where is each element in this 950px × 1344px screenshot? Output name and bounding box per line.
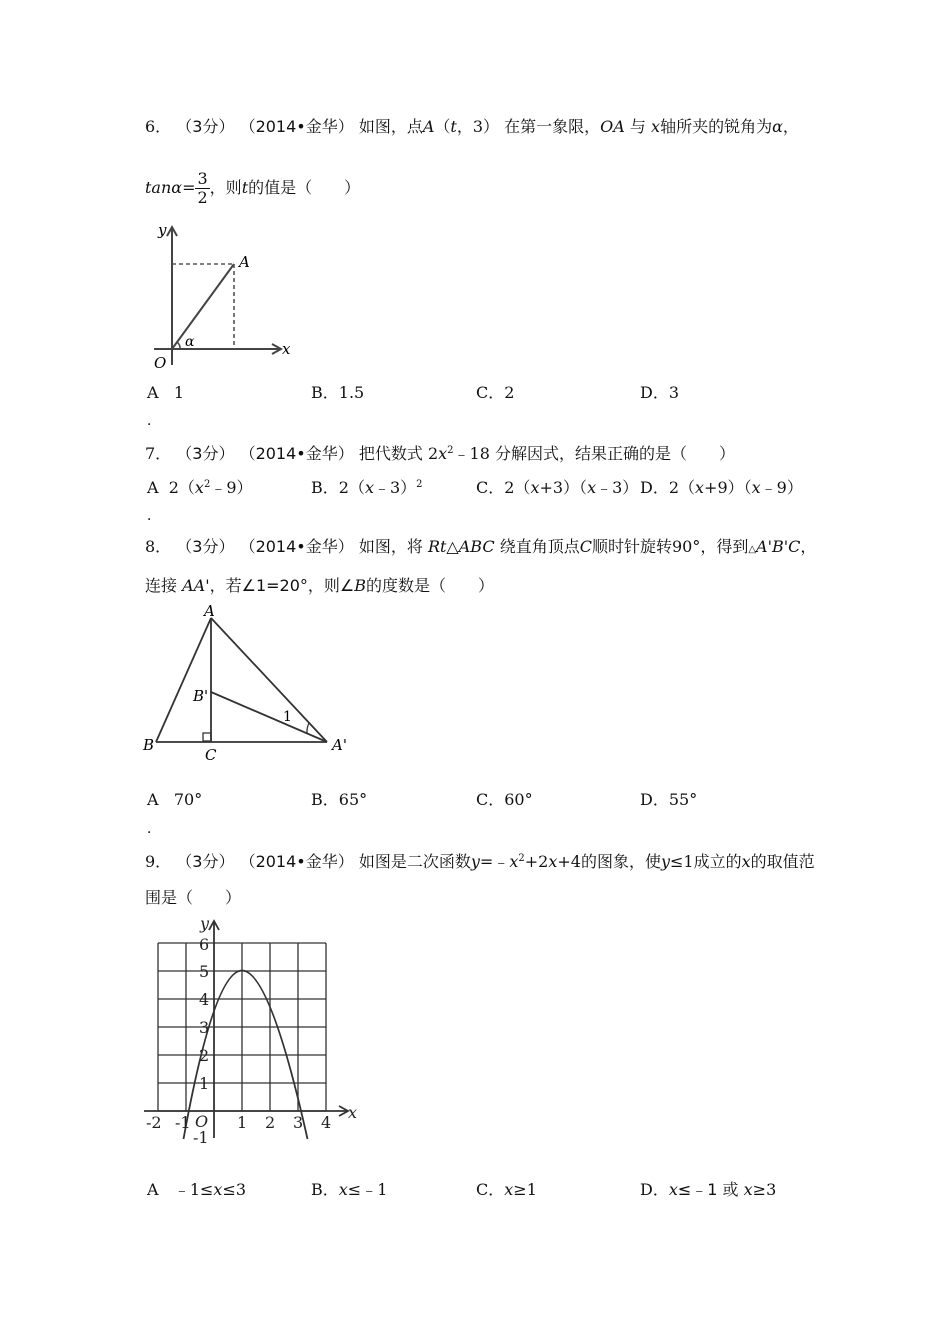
q8-dot: ． bbox=[147, 821, 161, 837]
q6-alpha: α bbox=[772, 117, 783, 136]
q6-point-label: A bbox=[239, 253, 250, 271]
q6-origin-label: O bbox=[154, 354, 167, 372]
q8-label-a: A bbox=[204, 602, 215, 620]
q7-option-d-x1: x bbox=[695, 478, 705, 497]
q9-option-b[interactable] bbox=[311, 1179, 387, 1201]
q6-frac-den: 2 bbox=[197, 188, 208, 207]
q8-label-angle-1: 1 bbox=[283, 709, 292, 725]
q9-y-tick-neg1: -1 bbox=[193, 1128, 209, 1147]
q8-side-aa-prime bbox=[211, 618, 327, 742]
q8-source: （2014•金华） bbox=[239, 537, 354, 556]
q7-option-a-pre: 2（ bbox=[168, 478, 195, 497]
q6-x: x bbox=[651, 117, 661, 136]
q8-option-d[interactable]: D．55° bbox=[640, 790, 698, 809]
q9-rest: +2 bbox=[524, 852, 549, 871]
q8-tri: △ bbox=[446, 537, 459, 556]
q9-x-tick-neg1: -1 bbox=[175, 1113, 191, 1132]
q7-expr-x: x bbox=[438, 444, 448, 463]
q8-c: C bbox=[579, 537, 592, 556]
q8-text-c: 顺时针旋转 bbox=[591, 537, 672, 556]
q8-text-f: ，若∠1=20°，则∠ bbox=[209, 576, 355, 595]
q6-option-a[interactable] bbox=[147, 382, 184, 404]
q9-option-c-post: ≥1 bbox=[513, 1180, 537, 1199]
q9-text-c: 成立的 bbox=[693, 852, 742, 871]
q9-x-tick-2: 2 bbox=[265, 1113, 276, 1132]
q7-expr-2: 2 bbox=[427, 444, 439, 463]
q6-coords-rest: ，3） bbox=[456, 117, 500, 136]
q6-text-b: 在第一象限， bbox=[504, 117, 601, 136]
q6-option-a-value: 1 bbox=[173, 383, 185, 402]
q8-deg: 90° bbox=[671, 537, 701, 556]
q9-y-tick-6: 6 bbox=[199, 935, 210, 954]
q6-text-c: 与 bbox=[629, 117, 646, 136]
q7-stem bbox=[145, 443, 735, 465]
q6-coords-t: t bbox=[450, 117, 457, 136]
q7-option-c-post: ﹣3） bbox=[596, 478, 639, 497]
q7-source: （2014•金华） bbox=[239, 444, 354, 463]
q7-option-b-x: x bbox=[364, 478, 374, 497]
q9-y-tick-2: 2 bbox=[199, 1046, 210, 1065]
q9-x2: x bbox=[548, 852, 558, 871]
q9-figure bbox=[140, 913, 370, 1158]
q8-text-d: ，得到 bbox=[700, 537, 749, 556]
q9-stem-line1 bbox=[145, 851, 815, 873]
q9-option-d-post: ≥3 bbox=[752, 1180, 777, 1199]
q9-option-c-pre: C． bbox=[476, 1180, 505, 1199]
q6-segment-oa bbox=[172, 264, 234, 349]
q8-side-ab bbox=[156, 618, 211, 742]
q8-option-a-value: 70° bbox=[173, 790, 203, 809]
q8-abc-prime: A'B'C bbox=[756, 537, 801, 556]
q7-expr-exp: 2 bbox=[447, 445, 454, 456]
q9-option-b-x: x bbox=[338, 1180, 348, 1199]
q6-option-b[interactable]: B．1.5 bbox=[311, 383, 365, 402]
q9-option-c[interactable] bbox=[476, 1179, 537, 1201]
q8-comma: ， bbox=[800, 537, 817, 556]
q8-abc: ABC bbox=[458, 537, 495, 556]
q6-source: （2014•金华） bbox=[239, 117, 354, 136]
q6-option-c[interactable]: C．2 bbox=[476, 383, 515, 402]
q6-dot: ． bbox=[147, 413, 161, 429]
q7-option-c-x2: x bbox=[587, 478, 597, 497]
q7-option-c[interactable] bbox=[476, 477, 638, 499]
q9-x-tick-neg2: -2 bbox=[146, 1113, 162, 1132]
q6-comma: ， bbox=[782, 117, 799, 136]
q9-y-tick-1: 1 bbox=[199, 1074, 210, 1093]
q8-option-b[interactable]: B．65° bbox=[311, 790, 368, 809]
q9-x: x bbox=[509, 852, 519, 871]
q9-y2: y bbox=[660, 852, 670, 871]
q9-x-tick-4: 4 bbox=[321, 1113, 332, 1132]
q6-t: t bbox=[241, 178, 249, 197]
q6-oa: OA bbox=[600, 117, 625, 136]
q9-option-b-post: ≤﹣1 bbox=[347, 1180, 388, 1199]
q8-score: （3分） bbox=[176, 537, 235, 556]
q7-option-c-pre: C．2（ bbox=[476, 478, 531, 497]
q8-angle-1-arc bbox=[307, 723, 309, 733]
q7-option-a-post: ﹣9） bbox=[210, 478, 253, 497]
q9-y: y bbox=[470, 852, 480, 871]
q9-text-a: 如图是二次函数 bbox=[358, 852, 471, 871]
q9-text-b: 的图象，使 bbox=[580, 852, 661, 871]
q9-x-tick-1: 1 bbox=[237, 1113, 248, 1132]
q9-y-tick-3: 3 bbox=[199, 1018, 210, 1037]
q9-plus4: +4 bbox=[557, 852, 581, 871]
q9-text-d: 的取值范 bbox=[750, 852, 815, 871]
q8-label-c: C bbox=[205, 746, 217, 764]
q8-option-a[interactable] bbox=[147, 789, 202, 811]
q7-number: 7． bbox=[145, 444, 172, 463]
q6-frac-num: 3 bbox=[197, 169, 208, 188]
q6-point: A bbox=[422, 117, 435, 136]
q7-option-b-post: ﹣3） bbox=[373, 478, 417, 497]
q8-b: B bbox=[354, 576, 367, 595]
q7-option-d-mid: +9）（ bbox=[704, 478, 752, 497]
q7-option-a[interactable] bbox=[147, 477, 253, 499]
q8-text-a: 如图，将 bbox=[358, 537, 423, 556]
q9-option-d[interactable] bbox=[640, 1179, 776, 1201]
q6-number: 6． bbox=[145, 117, 172, 136]
q6-coords-open: （ bbox=[434, 117, 451, 136]
q9-stem-line2: 围是（ ） bbox=[145, 888, 242, 907]
q6-text-e: ，则 bbox=[209, 178, 242, 197]
q9-option-a-post: ≤3 bbox=[222, 1180, 247, 1199]
q6-text-f: 的值是（ ） bbox=[248, 178, 361, 197]
q9-eq: =﹣ bbox=[479, 852, 510, 871]
q9-x3: x bbox=[741, 852, 751, 871]
q9-y-tick-5: 5 bbox=[199, 962, 210, 981]
q8-side-b-prime-a-prime bbox=[211, 692, 327, 742]
q8-figure bbox=[135, 600, 365, 770]
q8-aa: AA' bbox=[182, 576, 210, 595]
q6-stem-line2 bbox=[145, 168, 360, 208]
q6-tan: tanα= bbox=[145, 178, 196, 197]
q9-number: 9． bbox=[145, 852, 172, 871]
q9-option-a[interactable] bbox=[147, 1179, 246, 1201]
q7-score: （3分） bbox=[176, 444, 235, 463]
q6-angle-label: α bbox=[185, 334, 195, 350]
q7-option-d-x2: x bbox=[751, 478, 761, 497]
q8-right-angle-mark bbox=[203, 733, 211, 741]
q6-angle-arc bbox=[177, 342, 180, 349]
q7-option-d[interactable] bbox=[640, 477, 803, 499]
q9-y-label: y bbox=[200, 914, 210, 933]
q9-option-d-mid: ≤﹣1 或 bbox=[677, 1180, 744, 1199]
q7-option-a-x: x bbox=[194, 478, 204, 497]
q7-option-b[interactable] bbox=[311, 477, 423, 499]
q9-x-label: x bbox=[348, 1103, 358, 1122]
q6-option-d[interactable]: D．3 bbox=[640, 383, 680, 402]
q8-number: 8． bbox=[145, 537, 172, 556]
q7-option-a-exp: 2 bbox=[203, 479, 211, 490]
q9-x-tick-3: 3 bbox=[293, 1113, 304, 1132]
q7-option-d-post: ﹣9） bbox=[760, 478, 803, 497]
q7-dot: ． bbox=[147, 508, 161, 524]
q7-text-b: 分解因式，结果正确的是（ ） bbox=[495, 444, 736, 463]
q7-option-d-pre: D．2（ bbox=[640, 478, 696, 497]
q8-text-e: 连接 bbox=[145, 576, 178, 595]
q8-text-b: 绕直角顶点 bbox=[499, 537, 580, 556]
q7-option-c-x1: x bbox=[530, 478, 540, 497]
q7-text-a: 把代数式 bbox=[358, 444, 423, 463]
q9-option-a-pre: ﹣1≤ bbox=[173, 1180, 214, 1199]
q8-stem-line2 bbox=[145, 575, 494, 597]
q9-option-c-x: x bbox=[504, 1180, 514, 1199]
q7-expr-rest: ﹣18 bbox=[453, 444, 490, 463]
q9-exp: 2 bbox=[518, 853, 525, 864]
q9-option-d-pre: D． bbox=[640, 1180, 669, 1199]
q9-y-tick-4: 4 bbox=[199, 990, 210, 1009]
q9-option-d-x2: x bbox=[743, 1180, 753, 1199]
q8-option-c[interactable]: C．60° bbox=[476, 790, 533, 809]
q6-fraction bbox=[195, 170, 209, 207]
q8-stem-line1 bbox=[145, 536, 816, 561]
q8-option-a-letter: A bbox=[147, 790, 159, 809]
q7-option-b-exp: 2 bbox=[416, 479, 423, 490]
q6-option-a-letter: A bbox=[147, 383, 159, 402]
q8-rt: Rt bbox=[427, 537, 447, 556]
q8-label-a-prime: A' bbox=[332, 736, 347, 754]
q9-option-d-x1: x bbox=[668, 1180, 678, 1199]
q7-option-a-letter: A bbox=[147, 478, 159, 497]
q6-stem-line1 bbox=[145, 116, 799, 138]
q8-tri-small: △ bbox=[748, 544, 757, 555]
q6-text-d: 轴所夹的锐角为 bbox=[660, 117, 773, 136]
q8-text-g: 的度数是（ ） bbox=[366, 576, 495, 595]
q9-option-a-x: x bbox=[213, 1180, 223, 1199]
q9-option-a-letter: A bbox=[147, 1180, 159, 1199]
q6-y-label: y bbox=[158, 221, 167, 239]
q6-figure bbox=[140, 215, 310, 375]
q9-score: （3分） bbox=[176, 852, 235, 871]
q9-le1: ≤1 bbox=[670, 852, 694, 871]
q9-option-b-pre: B． bbox=[311, 1180, 339, 1199]
q9-origin-label: O bbox=[195, 1112, 209, 1131]
q9-source: （2014•金华） bbox=[239, 852, 354, 871]
q8-label-b: B bbox=[143, 736, 155, 754]
q7-option-c-mid: +3）（ bbox=[539, 478, 588, 497]
q6-x-label: x bbox=[282, 340, 291, 358]
q8-label-b-prime: B' bbox=[193, 687, 209, 705]
q6-text-a: 如图，点 bbox=[358, 117, 423, 136]
q7-option-b-pre: B．2（ bbox=[311, 478, 365, 497]
q6-score: （3分） bbox=[176, 117, 235, 136]
